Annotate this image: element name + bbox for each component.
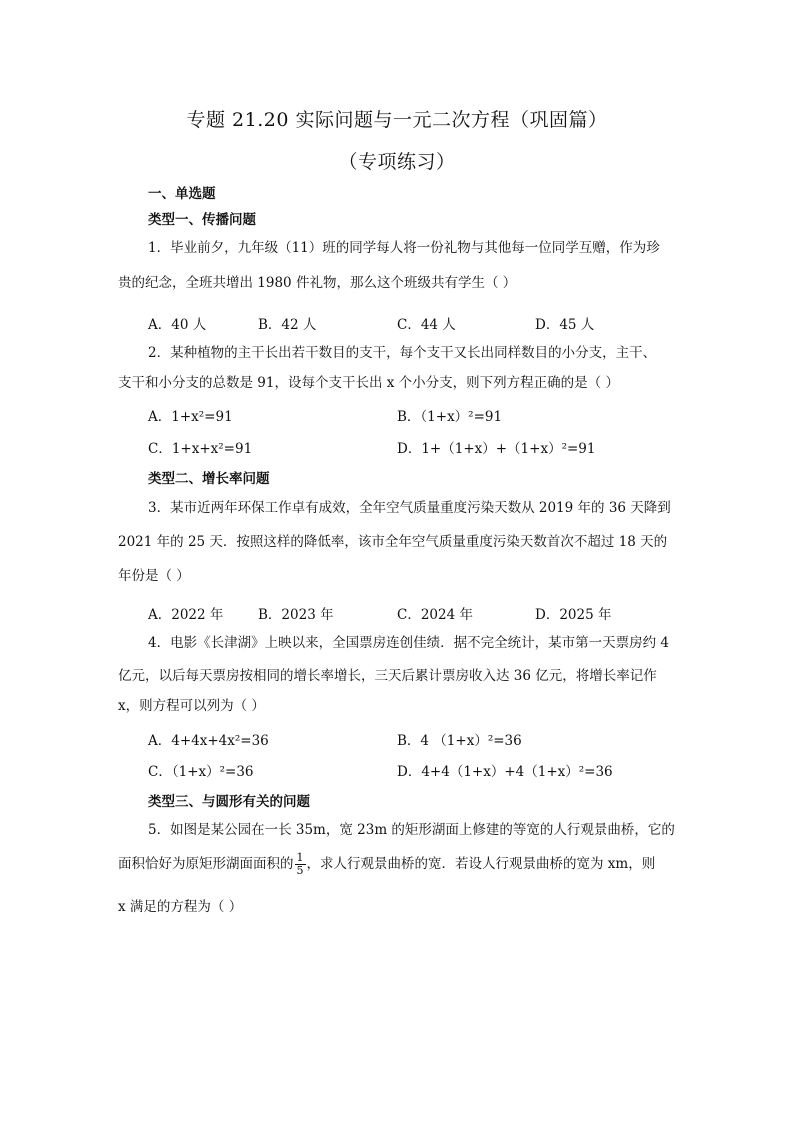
q3-option-a: A．2022 年: [148, 607, 224, 623]
q2-line1: 2．某种植物的主干长出若干数目的支干，每个支干又长出同样数目的小分支，主干、: [148, 345, 657, 361]
fraction-numerator: 1: [296, 851, 304, 864]
q1-line2: 贵的纪念，全班共增出 1980 件礼物，那么这个班级共有学生（ ）: [118, 275, 517, 291]
q3-line3: 年份是（ ）: [118, 568, 190, 584]
q3-line2: 2021 年的 25 天．按照这样的降低率，该市全年空气质量重度污染天数首次不超过 18 天的: [118, 534, 668, 550]
q4-option-c: C．（1+x）²=36: [148, 764, 254, 780]
q2-line2: 支干和小分支的总数是 91，设每个支干长出 x 个小分支，则下列方程正确的是（ ）: [118, 375, 619, 391]
q4-line3: x，则方程可以列为（ ）: [118, 698, 265, 714]
q2-option-d: D．1+（1+x）+（1+x）²=91: [397, 441, 596, 457]
section-heading: 一、单选题: [148, 186, 216, 202]
q1-option-a: A．40 人: [148, 317, 207, 333]
q4-option-b: B．4 （1+x）²=36: [397, 733, 522, 749]
q4-line1: 4．电影《长津湖》上映以来，全国票房连创佳绩．据不完全统计，某市第一天票房约 4: [148, 635, 669, 651]
q1-option-b: B．42 人: [258, 317, 317, 333]
q4-option-a: A．4+4x+4x²=36: [148, 733, 269, 749]
q1-option-c: C．44 人: [397, 317, 456, 333]
q5-line1: 5．如图是某公园在一长 35m，宽 23m 的矩形湖面上修建的等宽的人行观景曲桥，它的: [148, 822, 675, 838]
q3-option-b: B．2023 年: [258, 607, 334, 623]
type-heading-1: 类型一、传播问题: [148, 212, 256, 228]
q2-option-a: A．1+x²=91: [148, 409, 233, 425]
q3-line1: 3．某市近两年环保工作卓有成效，全年空气质量重度污染天数从 2019 年的 36 天降到: [148, 500, 671, 516]
q3-option-c: C．2024 年: [397, 607, 473, 623]
type-heading-2: 类型二、增长率问题: [148, 471, 270, 487]
q2-option-b: B．（1+x）²=91: [397, 409, 503, 425]
q2-option-c: C．1+x+x²=91: [148, 441, 253, 457]
type-heading-3: 类型三、与圆形有关的问题: [148, 794, 310, 810]
page-subtitle: （专项练习）: [338, 151, 456, 173]
q3-option-d: D．2025 年: [535, 607, 612, 623]
q4-line2: 亿元，以后每天票房按相同的增长率增长，三天后累计票房收入达 36 亿元，将增长率记作: [118, 668, 657, 684]
q5-line2-part-a: 面积恰好为原矩形湖面面积的: [118, 856, 294, 872]
q5-line2-part-b: ，求人行观景曲桥的宽．若设人行观景曲桥的宽为 xm，则: [306, 856, 656, 872]
q1-line1: 1．毕业前夕，九年级（11）班的同学每人将一份礼物与其他每一位同学互赠，作为珍: [148, 240, 660, 256]
q4-option-d: D．4+4（1+x）+4（1+x）²=36: [397, 764, 613, 780]
fraction-one-fifth: [295, 852, 306, 877]
fraction-denominator: 5: [296, 864, 304, 877]
q5-line3: x 满足的方程为（ ）: [118, 899, 243, 915]
page-title: 专题 21.20 实际问题与一元二次方程（巩固篇）: [186, 109, 608, 131]
q5-line2: [118, 852, 655, 877]
q1-option-d: D．45 人: [535, 317, 595, 333]
